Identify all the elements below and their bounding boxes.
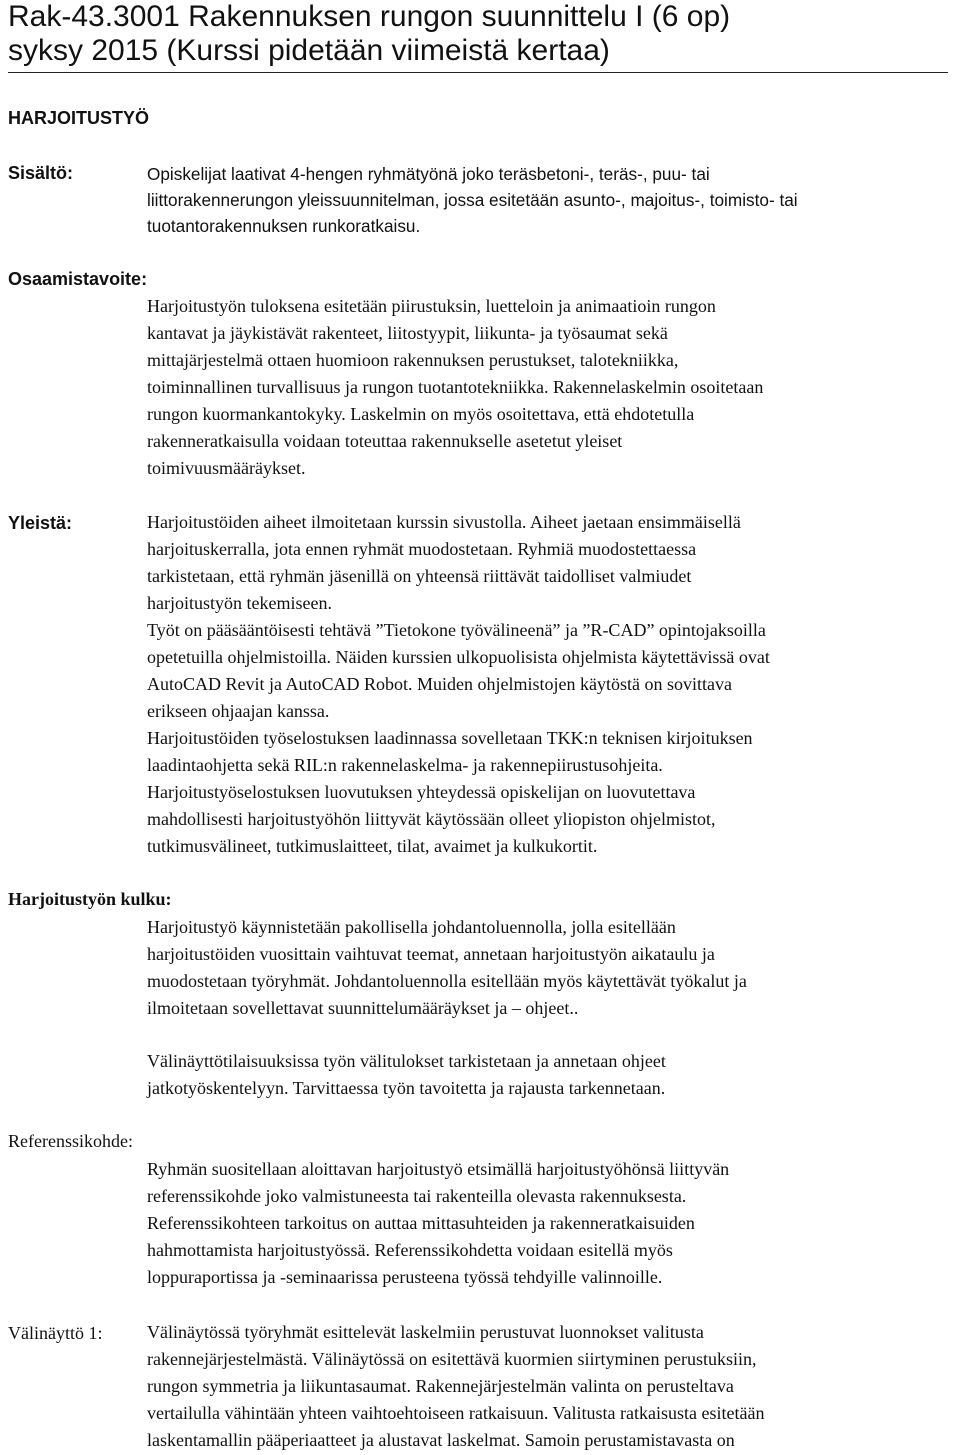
- yleista-line: Harjoitustöiden työselostuksen laadinnassa sovelletaan TKK:n teknisen kirjoituksen: [147, 728, 753, 748]
- title-line-1: Rak-43.3001 Rakennuksen rungon suunnittelu I (6 op): [8, 0, 731, 33]
- yleista-line: erikseen ohjaajan kanssa.: [147, 701, 330, 721]
- osaamistavoite-line: toimivuusmääräykset.: [147, 458, 306, 478]
- title-line-2: syksy 2015 (Kurssi pidetään viimeistä kertaa): [8, 34, 610, 67]
- section-heading: HARJOITUSTYÖ: [8, 108, 150, 128]
- kulku-text-2: [147, 1048, 960, 1102]
- sisalto-label: Sisältö:: [8, 163, 74, 183]
- osaamistavoite-line: mittajärjestelmä ottaen huomioon rakennuksen perustukset, talotekniikka,: [147, 350, 679, 370]
- kulku-line: Harjoitustyö käynnistetään pakollisella johdantoluennolla, jolla esitellään: [147, 917, 676, 937]
- sisalto-text: [147, 161, 960, 239]
- referenssikohde-line: Ryhmän suositellaan aloittavan harjoitustyö etsimällä harjoitustyöhönsä liittyvän: [147, 1159, 730, 1179]
- osaamistavoite-label: Osaamistavoite:: [8, 269, 148, 289]
- kulku-line: muodostetaan työryhmät. Johdantoluennolla esitellään myös käytettävät työkalut ja: [147, 971, 747, 991]
- referenssikohde-line: hahmottamista harjoitustyössä. Referenssikohdetta voidaan esitellä myös: [147, 1240, 673, 1260]
- valinaytto1-label: Välinäyttö 1:: [8, 1323, 103, 1343]
- kulku-line: harjoitustöiden vuosittain vaihtuvat teemat, annetaan harjoitustyön aikataulu ja: [147, 944, 715, 964]
- sisalto-line: tuotantorakennuksen runkoratkaisu.: [147, 216, 421, 236]
- valinaytto1-text: [147, 1319, 960, 1454]
- referenssikohde-label: Referenssikohde:: [8, 1131, 133, 1151]
- yleista-line: Harjoitustyöselostuksen luovutuksen yhteydessä opiskelijan on luovutettava: [147, 782, 696, 802]
- yleista-line: tutkimusvälineet, tutkimuslaitteet, tilat, avaimet ja kulkukortit.: [147, 836, 598, 856]
- osaamistavoite-line: rakenneratkaisulla voidaan toteuttaa rakennukselle asetetut yleiset: [147, 431, 623, 451]
- sisalto-line: liittorakennerungon yleissuunnitelman, jossa esitetään asunto-, majoitus-, toimisto- tai: [147, 190, 798, 210]
- referenssikohde-line: loppuraportissa ja -seminaarissa perusteena työssä tehdyille valinnoille.: [147, 1267, 663, 1287]
- yleista-line: tarkistetaan, että ryhmän jäsenillä on yhteensä riittävät taidolliset valmiudet: [147, 566, 692, 586]
- osaamistavoite-line: toiminnallinen turvallisuus ja rungon tuotantotekniikka. Rakennelaskelmin osoitetaan: [147, 377, 764, 397]
- referenssikohde-line: referenssikohde joko valmistuneesta tai rakenteilla olevasta rakennuksesta.: [147, 1186, 687, 1206]
- referenssikohde-text: [147, 1156, 960, 1291]
- yleista-line: mahdollisesti harjoitustyöhön liittyvät käytössään olleet yliopiston ohjelmistot,: [147, 809, 716, 829]
- valinaytto1-line: rakennejärjestelmästä. Välinäytössä on esitettävä kuormien siirtyminen perustuksiin,: [147, 1349, 757, 1369]
- kulku-line: ilmoitetaan sovellettavat suunnittelumääräykset ja – ohjeet..: [147, 998, 579, 1018]
- valinaytto1-line: rungon symmetria ja liikuntasaumat. Rakennejärjestelmän valinta on perusteltava: [147, 1376, 734, 1396]
- osaamistavoite-text: [147, 293, 960, 482]
- yleista-line: AutoCAD Revit ja AutoCAD Robot. Muiden ohjelmistojen käytöstä on sovittava: [147, 674, 732, 694]
- valinaytto1-line: vertailulla vähintään yhteen vaihtoehtoiseen ratkaisuun. Valitusta ratkaisusta esitetään: [147, 1403, 765, 1423]
- yleista-line: Harjoitustöiden aiheet ilmoitetaan kurssin sivustolla. Aiheet jaetaan ensimmäisellä: [147, 512, 741, 532]
- osaamistavoite-line: rungon kuormankantokyky. Laskelmin on myös osoitettava, että ehdotetulla: [147, 404, 695, 424]
- kulku-line: jatkotyöskentelyyn. Tarvittaessa työn tavoitetta ja rajausta tarkennetaan.: [147, 1078, 666, 1098]
- osaamistavoite-line: kantavat ja jäykistävät rakenteet, liitostyypit, liikunta- ja työsaumat sekä: [147, 323, 668, 343]
- document-title: [8, 0, 948, 73]
- kulku-label: Harjoitustyön kulku:: [8, 889, 172, 909]
- valinaytto1-line: Välinäytössä työryhmät esittelevät laskelmiin perustuvat luonnokset valitusta: [147, 1322, 704, 1342]
- kulku-line: Välinäyttötilaisuuksissa työn välitulokset tarkistetaan ja annetaan ohjeet: [147, 1051, 666, 1071]
- yleista-line: harjoitustyön tekemiseen.: [147, 593, 332, 613]
- yleista-line: harjoituskerralla, jota ennen ryhmät muodostetaan. Ryhmiä muodostettaessa: [147, 539, 697, 559]
- referenssikohde-line: Referenssikohteen tarkoitus on auttaa mittasuhteiden ja rakenneratkaisuiden: [147, 1213, 695, 1233]
- yleista-text: [147, 509, 960, 860]
- sisalto-line: Opiskelijat laativat 4-hengen ryhmätyönä joko teräsbetoni-, teräs-, puu- tai: [147, 164, 710, 184]
- yleista-line: laadintaohjetta sekä RIL:n rakennelaskelma- ja rakennepiirustusohjeita.: [147, 755, 663, 775]
- osaamistavoite-line: Harjoitustyön tuloksena esitetään piirustuksin, luetteloin ja animaatioin rungon: [147, 296, 716, 316]
- yleista-line: Työt on pääsääntöisesti tehtävä ”Tietokone työvälineenä” ja ”R-CAD” opintojaksoilla: [147, 620, 766, 640]
- yleista-label: Yleistä:: [8, 513, 73, 533]
- valinaytto1-line: laskentamallin pääperiaatteet ja alustavat laskelmat. Samoin perustamistavasta on: [147, 1430, 735, 1450]
- kulku-text: [147, 914, 960, 1022]
- yleista-line: opetetuilla ohjelmistoilla. Näiden kurssien ulkopuolisista ohjelmista käytettävissä ovat: [147, 647, 770, 667]
